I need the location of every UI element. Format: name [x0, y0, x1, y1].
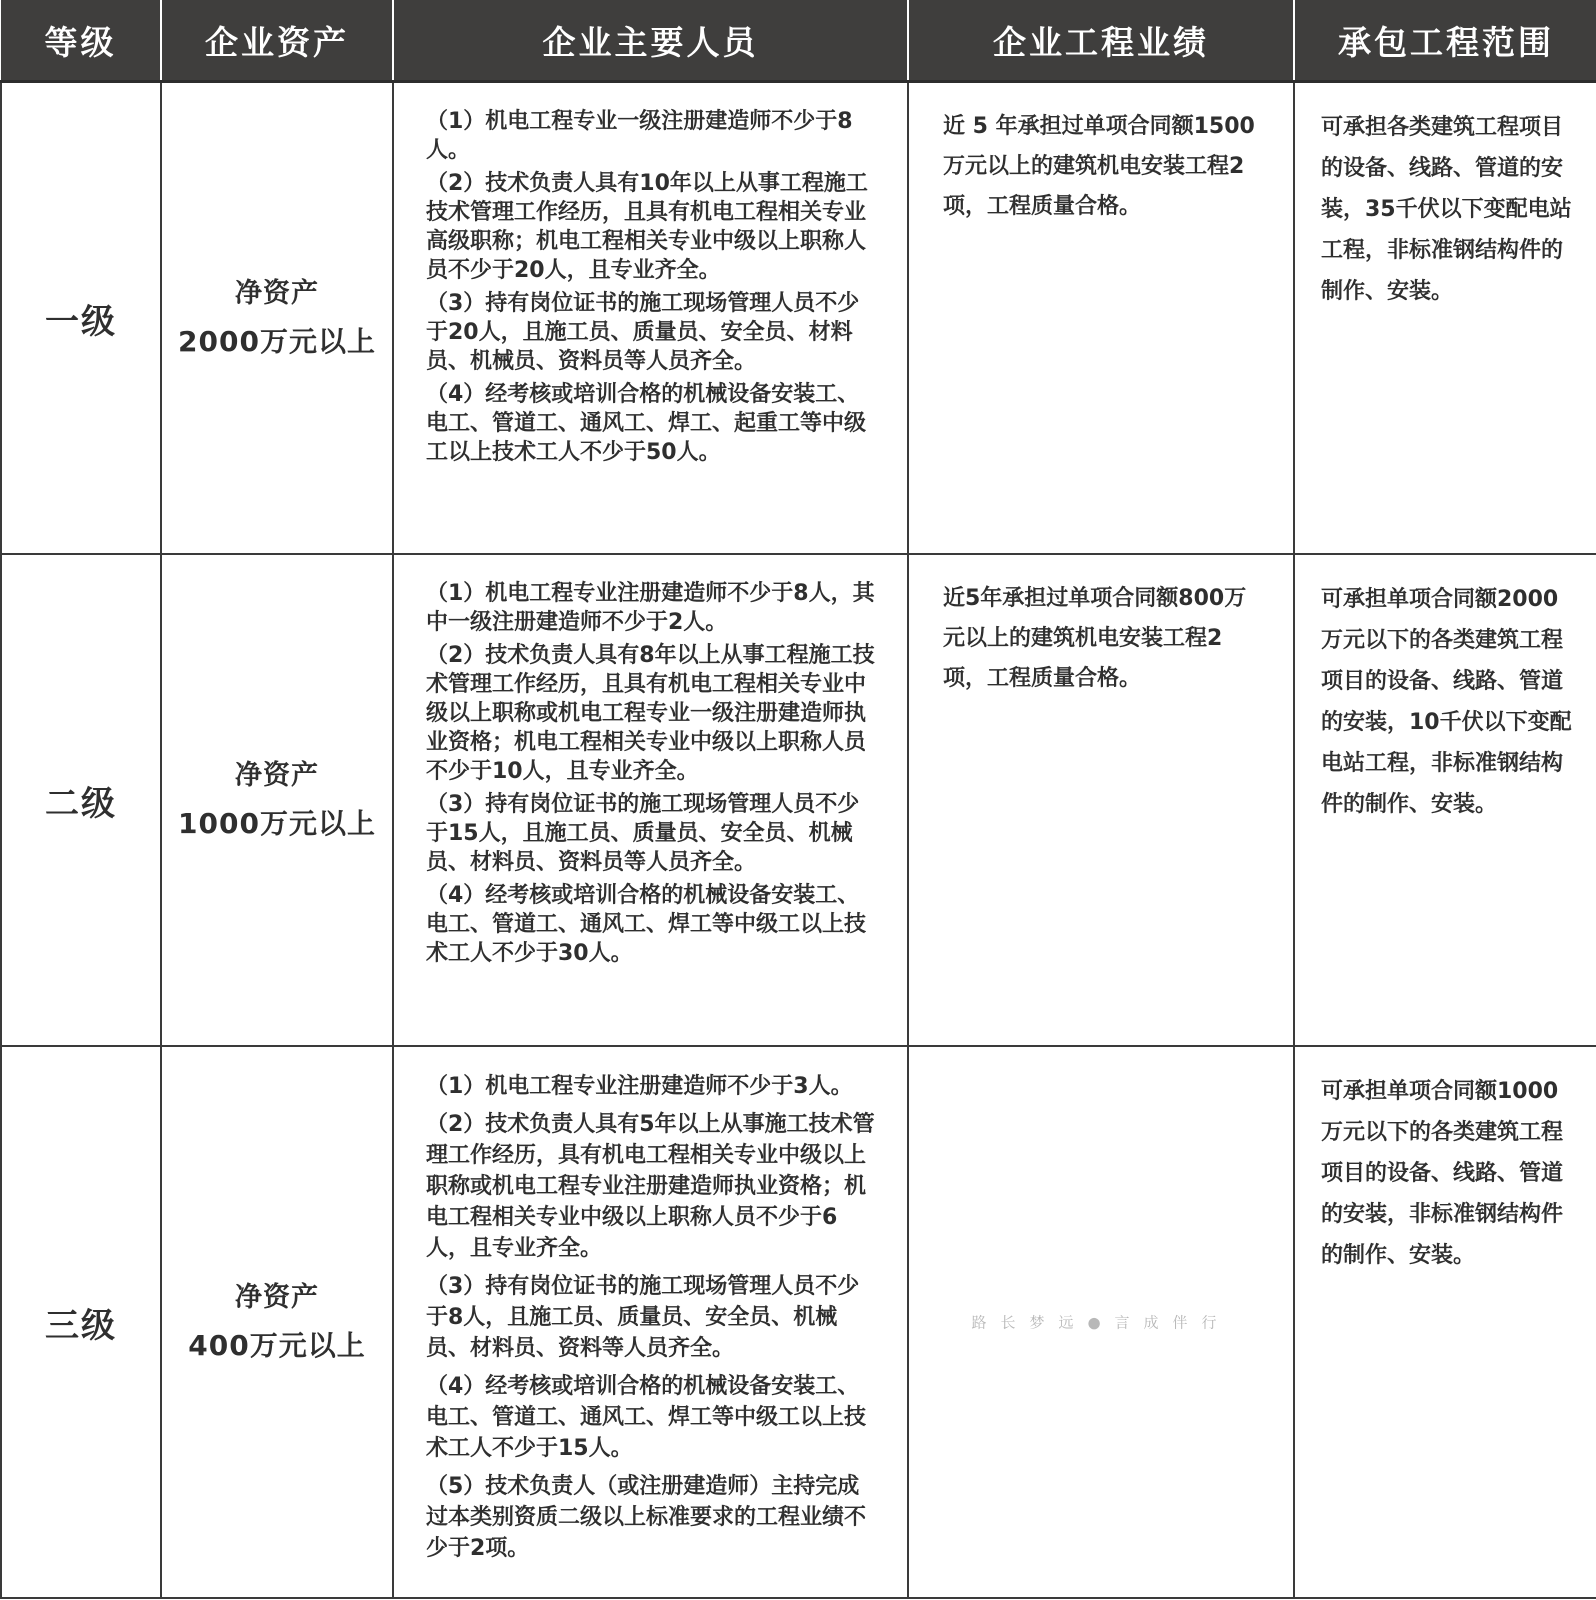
- watermark-text: 路长梦远●言成伴行: [971, 1313, 1231, 1332]
- staff-item: （4）经考核或培训合格的机械设备安装工、电工、管道工、通风工、焊工、起重工等中级工以上技术工人不少于50人。: [426, 382, 867, 465]
- staff-item: （1）机电工程专业注册建造师不少于8人，其中一级注册建造师不少于2人。: [426, 581, 875, 635]
- staff-item: （3）持有岗位证书的施工现场管理人员不少于20人，且施工员、质量员、安全员、材料员、机械员、资料员等人员齐全。: [426, 291, 860, 374]
- scope-cell: [1294, 1046, 1596, 1598]
- staff-item: （4）经考核或培训合格的机械设备安装工、电工、管道工、通风工、焊工等中级工以上技术工人不少于30人。: [426, 883, 867, 966]
- staff-item: （4）经考核或培训合格的机械设备安装工、电工、管道工、通风工、焊工等中级工以上技术工人不少于15人。: [426, 1374, 867, 1461]
- scope-cell: [1294, 82, 1596, 555]
- header-grade: 等级: [1, 0, 161, 82]
- staff-cell: [393, 1046, 908, 1598]
- staff-item: （3）持有岗位证书的施工现场管理人员不少于8人，且施工员、质量员、安全员、机械员、材料员、资料等人员齐全。: [426, 1274, 860, 1361]
- performance-text: 近 5 年承担过单项合同额1500万元以上的建筑机电安装工程2项，工程质量合格。: [943, 114, 1255, 219]
- performance-text: 近5年承担过单项合同额800万元以上的建筑机电安装工程2项，工程质量合格。: [943, 586, 1247, 691]
- performance-cell: [908, 82, 1294, 555]
- assets-value: 1000万元以上: [178, 807, 376, 840]
- performance-cell: [908, 1046, 1294, 1598]
- staff-item: （3）持有岗位证书的施工现场管理人员不少于15人，且施工员、质量员、安全员、机械员、材料员、资料员等人员齐全。: [426, 792, 860, 875]
- assets-label: 净资产: [235, 760, 319, 791]
- performance-text: [909, 1047, 1293, 1071]
- staff-item: （2）技术负责人具有5年以上从事施工技术管理工作经历，具有机电工程相关专业中级以上职称或机电工程专业注册建造师执业资格；机电工程相关专业中级以上职称人员不少于6人，且专业齐全。: [426, 1112, 875, 1261]
- table-row-grade-3: [1, 1046, 1596, 1598]
- header-assets: 企业资产: [161, 0, 393, 82]
- performance-cell: [908, 554, 1294, 1046]
- scope-cell: [1294, 554, 1596, 1046]
- header-scope: 承包工程范围: [1294, 0, 1596, 82]
- scope-text: 可承担单项合同额1000万元以下的各类建筑工程项目的设备、线路、管道的安装，非标准钢结构件的制作、安装。: [1321, 1079, 1564, 1268]
- staff-item: （2）技术负责人具有10年以上从事工程施工技术管理工作经历，且具有机电工程相关专业高级职称；机电工程相关专业中级以上职称人员不少于20人，且专业齐全。: [426, 171, 868, 283]
- header-performance: 企业工程业绩: [908, 0, 1294, 82]
- assets-label: 净资产: [235, 1282, 319, 1313]
- staff-item: （1）机电工程专业注册建造师不少于3人。: [426, 1074, 853, 1099]
- grade-cell: 二级: [1, 554, 161, 1046]
- header-staff: 企业主要人员: [393, 0, 908, 82]
- grade-cell: 三级: [1, 1046, 161, 1598]
- scope-text: 可承担各类建筑工程项目的设备、线路、管道的安装，35千伏以下变配电站工程，非标准钢结构件的制作、安装。: [1321, 115, 1572, 304]
- staff-item: （5）技术负责人（或注册建造师）主持完成过本类别资质二级以上标准要求的工程业绩不少于2项。: [426, 1474, 867, 1561]
- table-header: [1, 0, 1596, 82]
- staff-item: （2）技术负责人具有8年以上从事工程施工技术管理工作经历，且具有机电工程相关专业中级以上职称或机电工程专业一级注册建造师执业资格；机电工程相关专业中级以上职称人员不少于10人，且专业齐全。: [426, 643, 875, 784]
- assets-cell: [161, 82, 393, 555]
- assets-value: 400万元以上: [188, 1329, 366, 1362]
- table-row-grade-1: [1, 82, 1596, 555]
- staff-item: （1）机电工程专业一级注册建造师不少于8人。: [426, 109, 853, 163]
- assets-cell: [161, 1046, 393, 1598]
- staff-cell: [393, 82, 908, 555]
- grade-cell: 一级: [1, 82, 161, 555]
- table-row-grade-2: [1, 554, 1596, 1046]
- assets-label: 净资产: [235, 278, 319, 309]
- assets-cell: [161, 554, 393, 1046]
- assets-value: 2000万元以上: [178, 325, 376, 358]
- scope-text: 可承担单项合同额2000万元以下的各类建筑工程项目的设备、线路、管道的安装，10千伏以下变配电站工程，非标准钢结构件的制作、安装。: [1321, 587, 1572, 817]
- staff-cell: [393, 554, 908, 1046]
